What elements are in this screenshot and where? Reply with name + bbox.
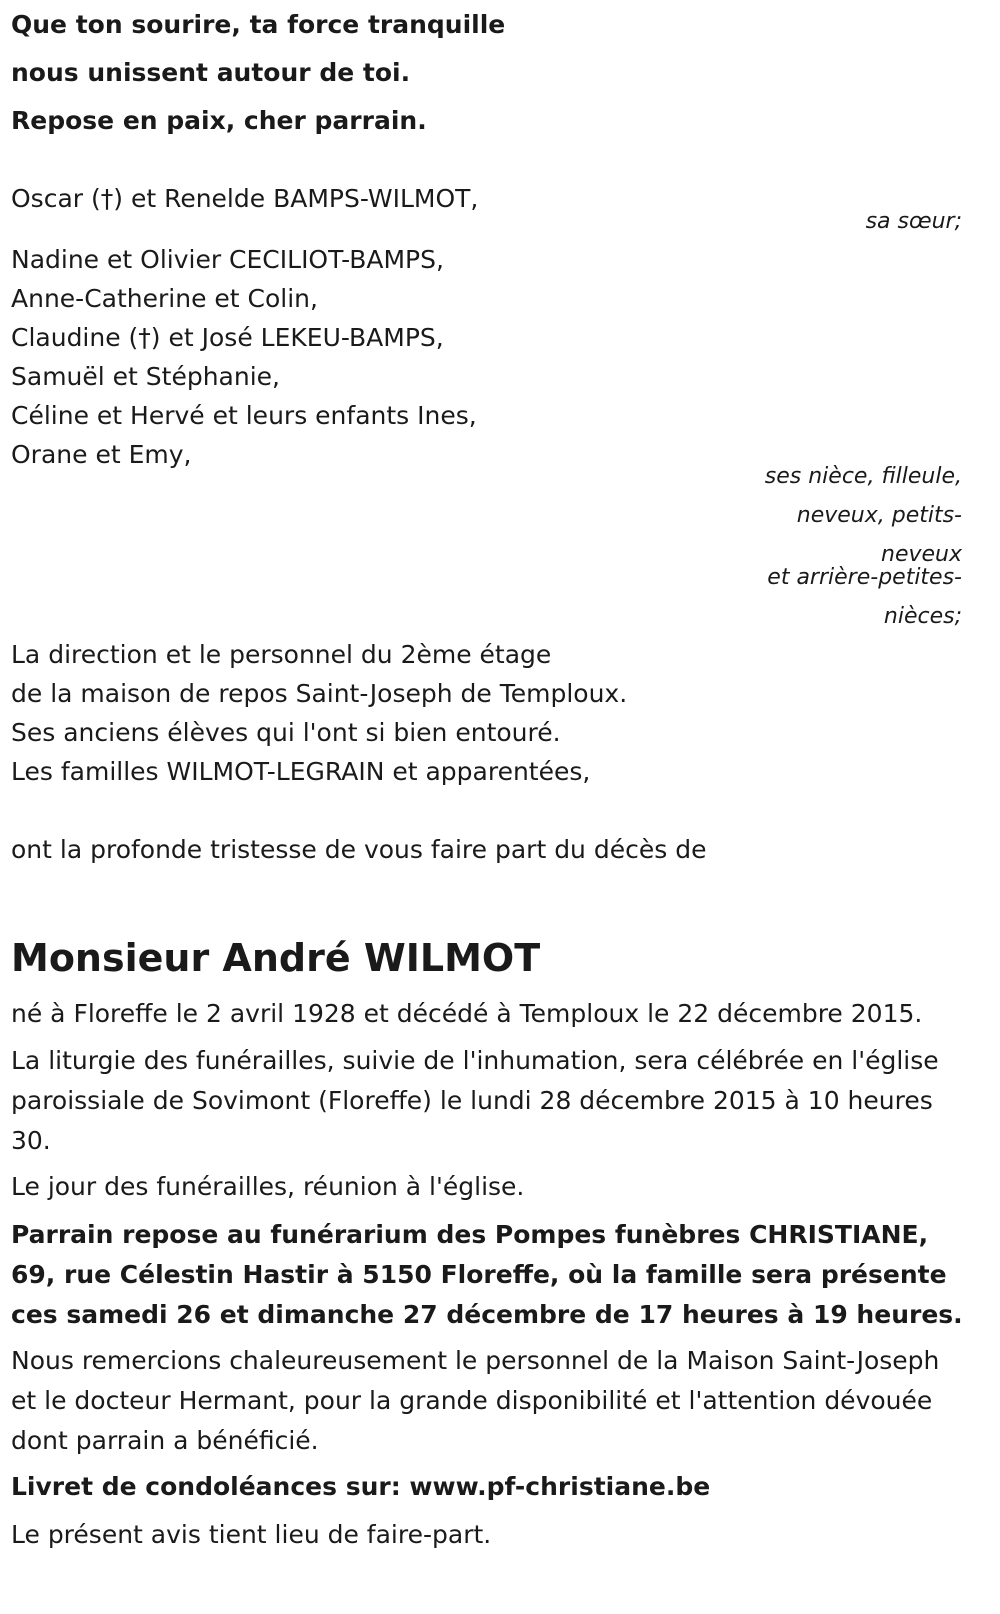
nieces-relation-line-5: nièces; <box>883 604 962 629</box>
epigraph-line-2: nous unissent autour de toi. <box>11 58 411 87</box>
others-line-2: de la maison de repos Saint-Joseph de Temploux. <box>11 679 628 708</box>
condolences-text: Livret de condoléances sur: www.pf-christiane.be <box>11 1472 711 1501</box>
others-line-3: Ses anciens élèves qui l'ont si bien entouré. <box>11 718 561 747</box>
meeting-text: Le jour des funérailles, réunion à l'église. <box>11 1172 525 1201</box>
nieces-relation-line-3: neveux <box>881 542 962 567</box>
birth-death-text: né à Floreffe le 2 avril 1928 et décédé à Temploux le 22 décembre 2015. <box>11 999 923 1028</box>
sister-relation: sa sœur; <box>865 209 962 234</box>
nieces-relation-line-4: et arrière-petites- <box>767 565 962 590</box>
funerarium-text: Parrain repose au funérarium des Pompes funèbres CHRISTIANE, 69, rue Célestin Hastir à 5150 Floreffe, où la famille sera présente ces samedi 26 et dimanche 27 décembre de 17 heures à 19 heures. <box>11 1220 963 1329</box>
family-sister: Oscar (†) et Renelde BAMPS-WILMOT, <box>11 184 479 213</box>
family-niece-line-5: Céline et Hervé et leurs enfants Ines, <box>11 401 477 430</box>
family-niece-line-6: Orane et Emy, <box>11 440 192 469</box>
others-line-1: La direction et le personnel du 2ème étage <box>11 640 552 669</box>
epigraph-line-1: Que ton sourire, ta force tranquille <box>11 10 506 39</box>
family-niece-line-3: Claudine (†) et José LEKEU-BAMPS, <box>11 323 444 352</box>
nieces-relation-line-2: neveux, petits- <box>796 503 962 528</box>
epigraph-line-3: Repose en paix, cher parrain. <box>11 106 427 135</box>
nieces-relation-line-1: ses nièce, filleule, <box>764 464 962 489</box>
announcement-text: ont la profonde tristesse de vous faire part du décès de <box>11 835 707 864</box>
family-niece-line-4: Samuël et Stéphanie, <box>11 362 280 391</box>
others-line-4: Les familles WILMOT-LEGRAIN et apparentées, <box>11 757 591 786</box>
thanks-text: Nous remercions chaleureusement le personnel de la Maison Saint-Joseph et le docteur Hermant, pour la grande disponibilité et l'attention dévouée dont parrain a bénéficié. <box>11 1346 940 1455</box>
family-niece-line-1: Nadine et Olivier CECILIOT-BAMPS, <box>11 245 444 274</box>
notice-text: Le présent avis tient lieu de faire-part. <box>11 1520 492 1549</box>
family-niece-line-2: Anne-Catherine et Colin, <box>11 284 318 313</box>
deceased-name: Monsieur André WILMOT <box>11 936 541 980</box>
liturgy-text: La liturgie des funérailles, suivie de l'inhumation, sera célébrée en l'église paroissiale de Sovimont (Floreffe) le lundi 28 décembre 2015 à 10 heures 30. <box>11 1046 939 1155</box>
